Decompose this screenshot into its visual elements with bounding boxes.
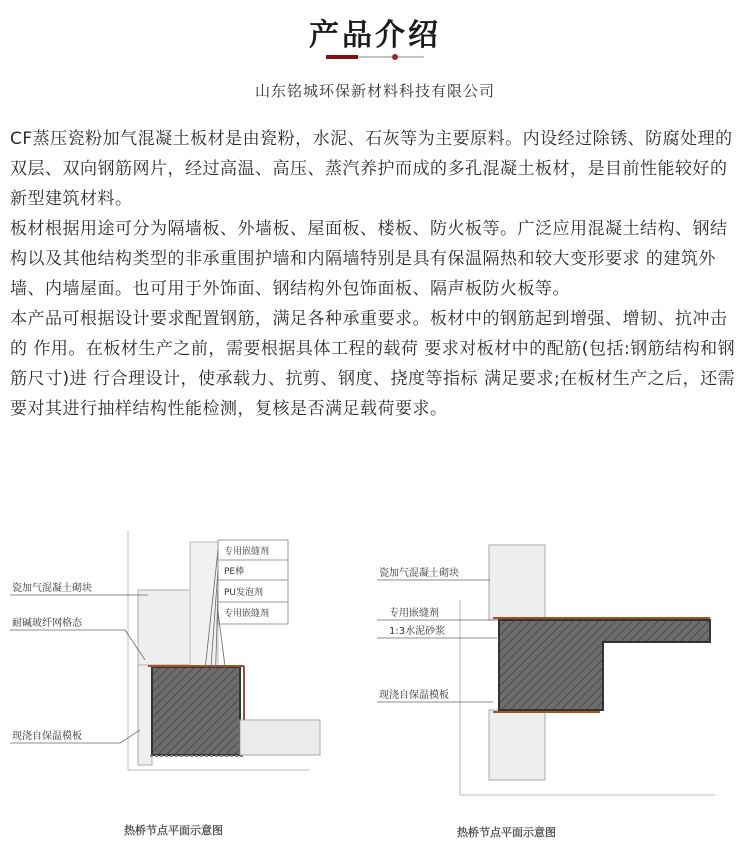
company-name: 山东铭城环保新材料科技有限公司 xyxy=(254,82,495,100)
page-title: 产品介绍 xyxy=(309,18,441,53)
product-description xyxy=(10,124,742,424)
paragraph-applications: 板材根据用途可分为隔墙板、外墙板、屋面板、楼板、防火板等。广泛应用混凝土结构、钢结构以及其他结构类型的非承重围护墙和内隔墙特别是具有保温隔热和较大变形要求 的建筑外墙、内墙屋面。也可用于外饰面、钢结构外包饰面板、隔声板防火板等。 xyxy=(10,219,728,299)
title-divider-accent xyxy=(326,55,358,59)
label-block: 瓷加气混凝土砌块 xyxy=(12,583,92,594)
label-sealant-bottom: 专用嵌缝剂 xyxy=(224,609,270,619)
label-block: 瓷加气混凝土砌块 xyxy=(379,568,459,579)
label-mesh: 耐碱玻纤网格态 xyxy=(12,618,82,629)
label-sealant-top: 专用嵌缝剂 xyxy=(224,547,270,557)
right-diagram-drawing xyxy=(375,530,750,850)
paragraph-reinforcement: 本产品可根据设计要求配置钢筋，满足各种承重要求。板材中的钢筋起到增强、增韧、抗冲击的 作用。在板材生产之前，需要根据具体工程的载荷 要求对板材中的配筋(包括:钢筋结构和钢筋尺寸)进 行合理设计，使承载力、抗剪、钢度、挠度等指标 满足要求;在板材生产之后，还需要对其进行抽样结构性能检测，复核是否满足载荷要求。 xyxy=(10,309,736,419)
label-pu-foam: PU发泡剂 xyxy=(224,588,264,598)
left-thermal-bridge-diagram xyxy=(0,530,375,850)
right-diagram-caption: 热桥节点平面示意图 xyxy=(457,826,556,839)
title-divider xyxy=(326,56,424,58)
left-diagram-caption: 热桥节点平面示意图 xyxy=(124,824,223,837)
label-pe-rod: PE棒 xyxy=(224,567,245,577)
right-thermal-bridge-diagram xyxy=(375,530,750,850)
label-formwork: 现浇自保温模板 xyxy=(379,690,449,701)
label-formwork: 现浇自保温模板 xyxy=(12,731,82,742)
paragraph-composition: CF蒸压瓷粉加气混凝土板材是由瓷粉，水泥、石灰等为主要原料。内设经过除锈、防腐处理的双层、双向钢筋网片，经过高温、高压、蒸汽养护而成的多孔混凝土板材，是目前性能较好的新型建筑材料。 xyxy=(10,129,733,209)
label-mortar: 1:3水泥砂浆 xyxy=(389,626,446,637)
title-divider-dot xyxy=(392,54,398,60)
label-sealant: 专用嵌缝剂 xyxy=(389,608,439,619)
left-diagram-drawing xyxy=(0,530,375,850)
